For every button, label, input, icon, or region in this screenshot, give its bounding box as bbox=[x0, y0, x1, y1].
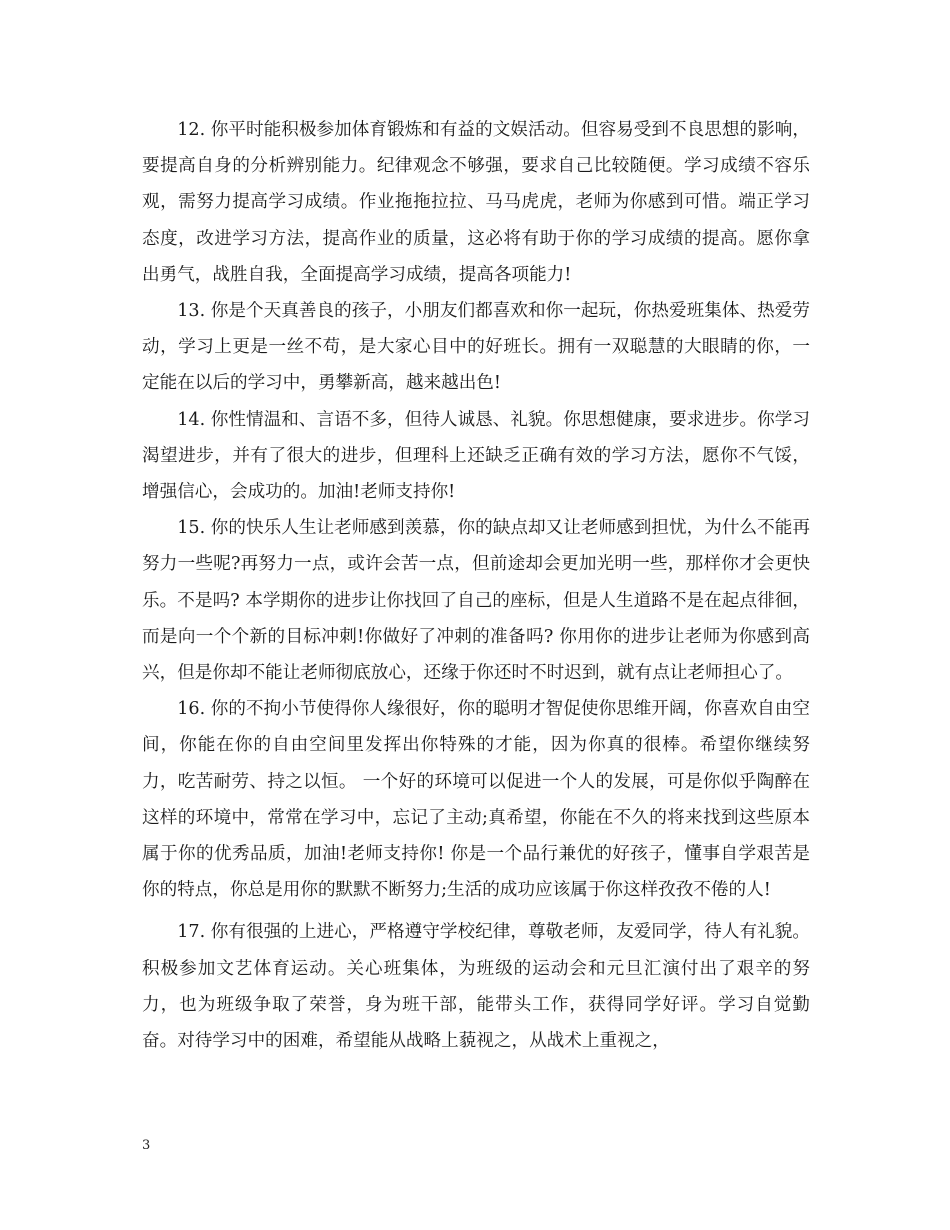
comment-paragraph-15: 15. 你的快乐人生让老师感到羡慕，你的缺点却又让老师感到担忧，为什么不能再努力一些呢?再努力一点，或许会苦一点，但前途却会更加光明一些，那样你才会更快乐。不是吗? 本学期你的进步让你找回了自己的座标，但是人生道路不是在起点徘徊，而是向一个个新的目标冲刺!你做好了冲刺的准备吗? 你用你的进步让老师为你感到高兴，但是你却不能让老师彻底放心，还缘于你还时不时迟到，就有点让老师担心了。 bbox=[142, 518, 810, 684]
comment-paragraph-12: 12. 你平时能积极参加体育锻炼和有益的文娱活动。但容易受到不良思想的影响，要提高自身的分析辨别能力。纪律观念不够强，要求自己比较随便。学习成绩不容乐观，需努力提高学习成绩。作业拖拖拉拉、马马虎虎，老师为你感到可惜。端正学习态度，改进学习方法，提高作业的质量，这必将有助于你的学习成绩的提高。愿你拿出勇气，战胜自我，全面提高学习成绩，提高各项能力! bbox=[142, 120, 810, 285]
document-body bbox=[142, 112, 810, 1059]
comment-paragraph-16: 16. 你的不拘小节使得你人缘很好，你的聪明才智促使你思维开阔，你喜欢自由空间，你能在你的自由空间里发挥出你特殊的才能，因为你真的很棒。希望你继续努力，吃苦耐劳、持之以恒。 一个好的环境可以促进一个人的发展，可是你似乎陶醉在这样的环境中，常常在学习中，忘记了主动;真希望，你能在不久的将来找到这些原本属于你的优秀品质，加油!老师支持你! 你是一个品行兼优的好孩子，懂事自学艰苦是你的特点，你总是用你的默默不断努力;生活的成功应该属于你这样孜孜不倦的人! bbox=[142, 699, 810, 901]
comment-paragraph-14: 14. 你性情温和、言语不多，但待人诚恳、礼貌。你思想健康，要求进步。你学习渴望进步，并有了很大的进步，但理科上还缺乏正确有效的学习方法，愿你不气馁，增强信心，会成功的。加油!老师支持你! bbox=[142, 409, 810, 503]
page-number: 3 bbox=[142, 1138, 151, 1153]
comment-paragraph-17: 17. 你有很强的上进心，严格遵守学校纪律，尊敬老师，友爱同学，待人有礼貌。积极参加文艺体育运动。关心班集体，为班级的运动会和元旦汇演付出了艰辛的努力，也为班级争取了荣誉，身为班干部，能带头工作，获得同学好评。学习自觉勤奋。对待学习中的困难，希望能从战略上藐视之，从战术上重视之， bbox=[142, 922, 810, 1052]
comment-paragraph-13: 13. 你是个天真善良的孩子，小朋友们都喜欢和你一起玩，你热爱班集体、热爱劳动，学习上更是一丝不苟，是大家心目中的好班长。拥有一双聪慧的大眼睛的你，一定能在以后的学习中，勇攀新高，越来越出色! bbox=[142, 301, 810, 394]
